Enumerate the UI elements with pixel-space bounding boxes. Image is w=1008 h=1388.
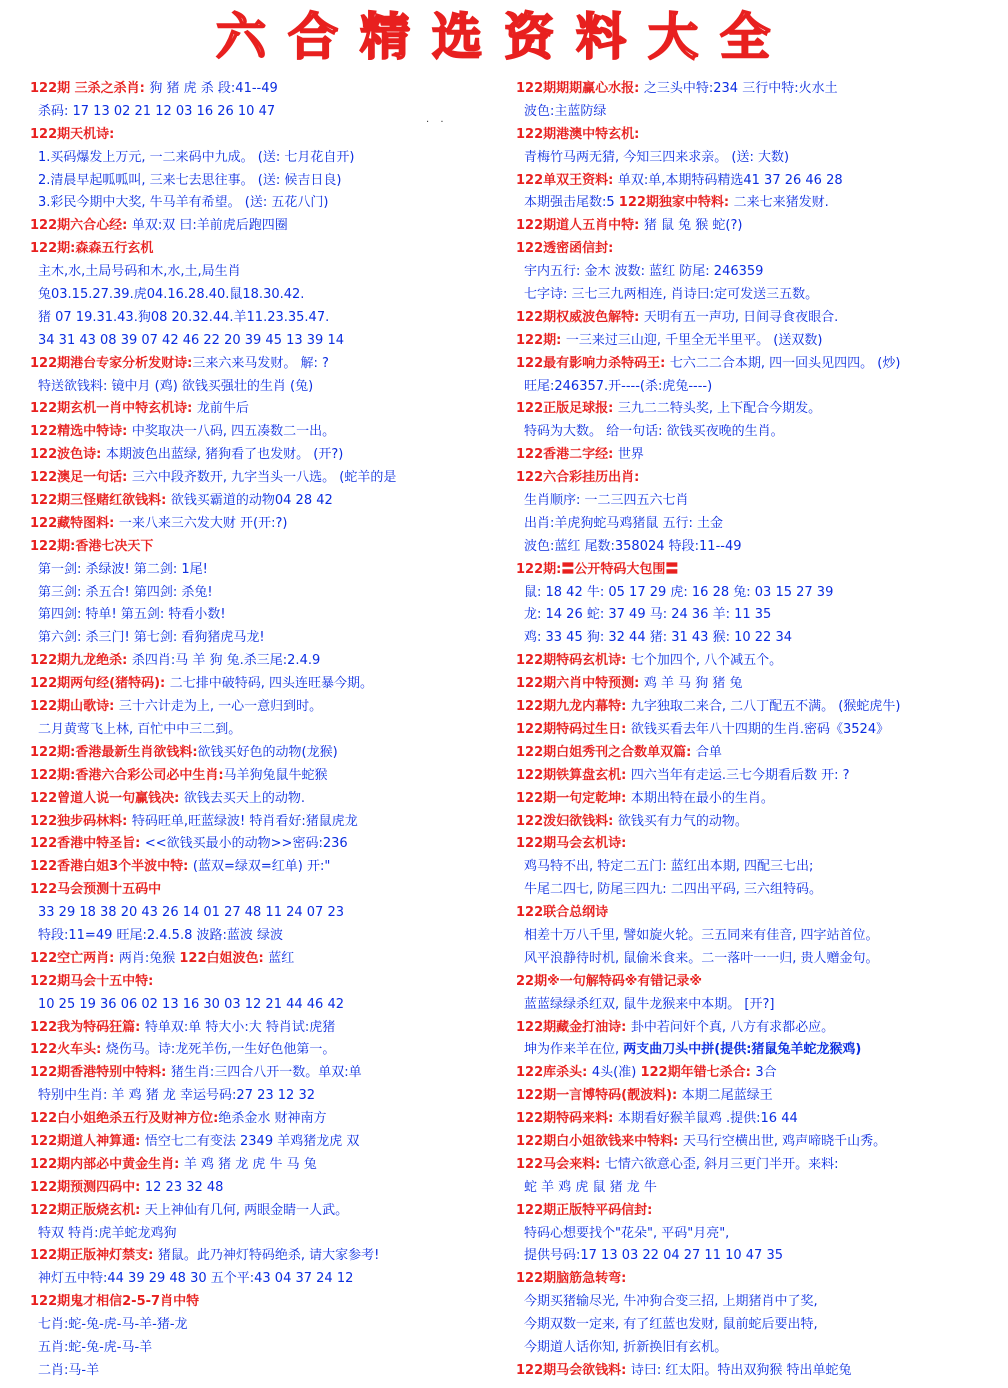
right-line	[516, 467, 1002, 490]
line-heading: 122期正版特平码信封:	[516, 1202, 653, 1218]
line-text: 3.彩民今期中大奖, 牛马羊有希望。 (送: 五花八门)	[38, 195, 329, 211]
line-text: 第三剑: 杀五合! 第四剑: 杀兔!	[38, 584, 213, 600]
line-text: 七情六欲意心歪, 斜月三更门半开。来料:	[604, 1156, 839, 1172]
line-heading-2: 122期年错七杀合:	[640, 1065, 756, 1081]
right-line	[516, 948, 1002, 971]
line-text: 10 25 19 36 06 02 13 16 30 03 12 21 44 46 42	[38, 996, 344, 1012]
line-heading: 122独步码林料:	[30, 813, 132, 829]
line-text-2: 蓝红	[268, 950, 295, 966]
line-heading: 122期六合心经:	[30, 218, 132, 234]
line-text: 主木,水,土局号码和木,水,土,局生肖	[38, 264, 241, 280]
line-text: 相差十万八千里, 譬如旋火轮。三五同来有佳音, 四字站首位。	[524, 927, 879, 943]
line-heading: 122期山歌诗:	[30, 699, 119, 715]
left-line	[30, 421, 516, 444]
left-line	[30, 1291, 516, 1314]
line-heading: 122期马会欲钱料:	[516, 1362, 631, 1378]
right-line	[516, 925, 1002, 948]
left-line	[30, 1360, 516, 1383]
line-heading: 122期香港特别中特料:	[30, 1065, 171, 1081]
line-heading: 122期权威波色解特:	[516, 309, 644, 325]
left-line	[30, 1177, 516, 1200]
line-text: 猪生肖:三四合八开一数。单双:单	[170, 1065, 362, 1081]
line-text: 34 31 43 08 39 07 42 46 22 20 39 45 13 39 14	[38, 332, 344, 348]
line-text: 波色:主蓝防绿	[524, 103, 607, 119]
line-text: 马羊狗兔鼠牛蛇猴	[223, 767, 328, 783]
line-text: (蓝双=绿双=红单) 开:"	[192, 859, 331, 875]
line-heading: 122期道人五肖中特:	[516, 218, 644, 234]
line-text: 二七排中破特码, 四头连旺暴今期。	[169, 676, 374, 692]
line-text: 1.买码爆发上万元, 一二来码中九成。 (送: 七月花自开)	[38, 149, 355, 165]
line-text: 4头(准)	[591, 1065, 641, 1081]
line-text-2: 二来七来猪发财.	[733, 195, 829, 211]
line-text: 出肖:羊虎狗蛇马鸡猪鼠 五行: 土金	[524, 515, 724, 531]
right-line	[516, 215, 1002, 238]
line-text: 鸡: 33 45 狗: 32 44 猪: 31 43 猴: 10 22 34	[524, 630, 792, 646]
line-text: 绝杀金水 财神南方	[218, 1111, 327, 1127]
left-line	[30, 444, 516, 467]
line-text: 三十六计走为上, 一心一意归到时。	[118, 699, 323, 715]
line-text: 欲钱买霸道的动物04 28 42	[170, 493, 333, 509]
line-heading: 122期白小姐欲钱来中特料:	[516, 1133, 683, 1149]
left-line	[30, 1062, 516, 1085]
line-text: 旺尾:246357.开----(杀:虎兔----)	[524, 378, 713, 394]
left-line	[30, 376, 516, 399]
line-text: 猪 鼠 兔 猴 蛇(?)	[643, 218, 743, 234]
left-line	[30, 1337, 516, 1360]
decorative-dots: . .	[426, 114, 448, 125]
line-heading: 122单双王资料:	[516, 172, 618, 188]
line-text: 七个加四个, 八个减五个。	[630, 653, 783, 669]
line-heading: 122期正版烧玄机:	[30, 1202, 145, 1218]
right-line	[516, 124, 1002, 147]
line-text: 天上神仙有几何, 两眼金睛一人武。	[144, 1202, 349, 1218]
line-heading: 122期港澳中特玄机:	[516, 126, 640, 142]
line-heading: 122透密函信封:	[516, 241, 614, 257]
right-line	[516, 833, 1002, 856]
line-text: 单双:单,本期特码精选41 37 26 46 28	[617, 172, 843, 188]
line-text: 天明有五一声功, 日间寻食夜眼合.	[643, 309, 839, 325]
line-heading: 122期马会玄机诗:	[516, 836, 627, 852]
line-heading: 122泼妇欲钱料:	[516, 813, 618, 829]
line-heading: 122波色诗:	[30, 447, 106, 463]
line-text: 今期双数一定来, 有了红蓝也发财, 鼠前蛇后要出特,	[524, 1317, 818, 1333]
left-line	[30, 788, 516, 811]
line-text: 诗曰: 红太阳。特出双狗猴 特出单蛇兔	[630, 1362, 852, 1378]
right-line	[516, 330, 1002, 353]
line-heading: 122期:香港六合彩公司必中生肖:	[30, 767, 224, 783]
line-heading: 122香港白姐3个半波中特:	[30, 859, 193, 875]
line-text: 欲钱买看去年八十四期的生肖.密码《3524》	[630, 721, 890, 737]
right-line	[516, 1017, 1002, 1040]
line-text: 兔03.15.27.39.虎04.16.28.40.鼠18.30.42.	[38, 287, 305, 303]
line-heading: 122精选中特诗:	[30, 424, 132, 440]
left-line	[30, 490, 516, 513]
line-heading: 122期六肖中特预测:	[516, 676, 644, 692]
right-line	[516, 696, 1002, 719]
line-text: 二肖:马-羊	[38, 1362, 100, 1378]
left-line	[30, 1131, 516, 1154]
right-line	[516, 742, 1002, 765]
right-line	[516, 1314, 1002, 1337]
right-line	[516, 353, 1002, 376]
line-text: 欲钱去买天上的动物.	[183, 790, 306, 806]
left-line	[30, 1245, 516, 1268]
line-text: 鸡 羊 马 狗 猪 兔	[643, 676, 743, 692]
line-heading: 22期※一句解特码※有错记录※	[516, 973, 703, 989]
line-heading: 122期特码过生日:	[516, 721, 631, 737]
right-line	[516, 78, 1002, 101]
right-line	[516, 971, 1002, 994]
left-line	[30, 1108, 516, 1131]
line-heading: 122期:	[516, 332, 566, 348]
right-line	[516, 994, 1002, 1017]
right-line	[516, 101, 1002, 124]
line-text: 神灯五中特:44 39 29 48 30 五个平:43 04 37 24 12	[38, 1271, 354, 1287]
line-heading: 122马会来料:	[516, 1156, 605, 1172]
right-line	[516, 1360, 1002, 1383]
left-line	[30, 124, 516, 147]
right-line	[516, 627, 1002, 650]
line-text: 两肖:兔猴	[118, 950, 180, 966]
left-line	[30, 330, 516, 353]
left-line	[30, 1085, 516, 1108]
line-text: 12 23 32 48	[144, 1179, 224, 1195]
left-line	[30, 948, 516, 971]
right-line	[516, 788, 1002, 811]
line-heading: 122期预测四码中:	[30, 1179, 145, 1195]
page-title: 六合精选资料大全	[216, 8, 792, 66]
right-line	[516, 1245, 1002, 1268]
right-line	[516, 673, 1002, 696]
left-line	[30, 215, 516, 238]
line-heading: 122香港二字经:	[516, 447, 618, 463]
line-heading: 122火车头:	[30, 1042, 106, 1058]
line-text: 九字独取二来合, 二八丁配五不满。 (猴蛇虎牛)	[630, 699, 901, 715]
left-line	[30, 78, 516, 101]
line-text: 蛇 羊 鸡 虎 鼠 猪 龙 牛	[524, 1179, 657, 1195]
line-heading-2: 122期独家中特料:	[618, 195, 734, 211]
line-heading-2: 122白姐波色:	[179, 950, 269, 966]
line-text: 合单	[695, 744, 722, 760]
left-line	[30, 467, 516, 490]
right-line	[516, 490, 1002, 513]
line-text: 本期出特在最小的生肖。	[630, 790, 774, 806]
right-line	[516, 147, 1002, 170]
line-text: 本期看好猴羊鼠鸡 .提供:16 44	[617, 1111, 798, 1127]
left-line	[30, 192, 516, 215]
line-text: 牛尾二四七, 防尾三四九: 二四出平码, 三六组特码。	[524, 882, 823, 898]
line-heading: 122期白姐秀刊之合数单双篇:	[516, 744, 696, 760]
line-heading: 122期:森森五行玄机	[30, 241, 154, 257]
right-line	[516, 1268, 1002, 1291]
line-text: 一来八来三六发大财 开(开:?)	[118, 515, 288, 531]
line-heading: 122期港台专家分析发财诗:	[30, 355, 193, 371]
line-text: 悟空七二有变法 2349 羊鸡猪龙虎 双	[144, 1133, 360, 1149]
line-heading: 122六合彩挂历出肖:	[516, 470, 640, 486]
left-line	[30, 833, 516, 856]
left-line	[30, 994, 516, 1017]
left-line	[30, 261, 516, 284]
line-text: 欲钱买有力气的动物。	[617, 813, 748, 829]
right-line	[516, 879, 1002, 902]
line-text: 猪鼠。此乃神灯特码绝杀, 请大家参考!	[157, 1248, 380, 1264]
right-line	[516, 444, 1002, 467]
line-heading: 122期三怪赌红欲钱料:	[30, 493, 171, 509]
line-heading: 122期:香港七决天下	[30, 538, 154, 554]
right-line	[516, 582, 1002, 605]
line-heading: 122期内部必中黄金生肖:	[30, 1156, 184, 1172]
left-line	[30, 101, 516, 124]
left-line	[30, 1154, 516, 1177]
right-line	[516, 261, 1002, 284]
right-line	[516, 1039, 1002, 1062]
line-text: 蓝蓝绿绿杀红双, 鼠牛龙猴来中本期。 [开?]	[524, 996, 775, 1012]
line-heading: 122期九龙内幕特:	[516, 699, 631, 715]
line-text: 鼠: 18 42 牛: 05 17 29 虎: 16 28 兔: 03 15 27 39	[524, 584, 834, 600]
line-text: 鸡马特不出, 特定二五门: 蓝红出本期, 四配三七出;	[524, 859, 814, 875]
left-line	[30, 811, 516, 834]
left-line	[30, 238, 516, 261]
line-text: 狗 猪 虎 杀 段:41--49	[149, 81, 278, 96]
line-text: 青梅竹马两无猜, 今知三四来求亲。 (送: 大数)	[524, 149, 790, 165]
line-text: 宇内五行: 金木 波数: 蓝红 防尾: 246359	[524, 264, 764, 280]
left-line	[30, 1200, 516, 1223]
right-line	[516, 1200, 1002, 1223]
right-line	[516, 192, 1002, 215]
line-text: 龙前牛后	[196, 401, 249, 417]
line-text: 三来六来马发财。 解: ?	[192, 355, 329, 371]
line-text: 风平浪静待时机, 鼠偷米食来。二一落叶一一归, 贵人赠金句。	[524, 950, 879, 966]
line-heading: 122期一句定乾坤:	[516, 790, 631, 806]
left-line	[30, 398, 516, 421]
line-heading: 122期正版神灯禁支:	[30, 1248, 158, 1264]
left-line	[30, 719, 516, 742]
left-line	[30, 1268, 516, 1291]
right-line	[516, 376, 1002, 399]
line-heading: 122期藏金打油诗:	[516, 1019, 631, 1035]
left-line	[30, 536, 516, 559]
right-line	[516, 1337, 1002, 1360]
left-line	[30, 650, 516, 673]
right-line	[516, 238, 1002, 261]
line-text: 特码心想要找个"花朵", 平码"月亮",	[524, 1225, 730, 1241]
line-heading: 122空亡两肖:	[30, 950, 119, 966]
left-line	[30, 696, 516, 719]
line-text: 生肖顺序: 一二三四五六七肖	[524, 493, 689, 509]
line-heading: 122期玄机一肖中特玄机诗:	[30, 401, 197, 417]
left-line	[30, 673, 516, 696]
right-line	[516, 398, 1002, 421]
line-text: 欲钱买好色的动物(龙猴)	[197, 744, 338, 760]
left-line	[30, 879, 516, 902]
left-line	[30, 856, 516, 879]
left-line	[30, 925, 516, 948]
line-heading: 122期期期赢心水报:	[516, 81, 644, 96]
line-heading: 122期:香港最新生肖欲钱料:	[30, 744, 198, 760]
right-line	[516, 811, 1002, 834]
line-text: 七六二二合本期, 四一回头见四四。 (炒)	[669, 355, 901, 371]
right-line	[516, 1062, 1002, 1085]
left-line	[30, 170, 516, 193]
left-line	[30, 1039, 516, 1062]
line-heading: 122曾道人说一句赢钱决:	[30, 790, 184, 806]
line-text: 第四剑: 特单! 第五剑: 特看小数!	[38, 607, 226, 623]
line-text: 世界	[617, 447, 644, 463]
line-text: 波色:蓝红 尾数:358024 特段:11--49	[524, 538, 742, 554]
left-line	[30, 1314, 516, 1337]
line-text: 33 29 18 38 20 43 26 14 01 27 48 11 24 07 23	[38, 905, 344, 921]
line-text: 单双:双 曰:羊前虎后跑四圈	[131, 218, 288, 234]
right-line	[516, 1154, 1002, 1177]
line-heading: 122期铁算盘玄机:	[516, 767, 631, 783]
line-text: 中奖取决一八码, 四五凑数二一出。	[131, 424, 336, 440]
right-line	[516, 559, 1002, 582]
line-text: 天马行空横出世, 鸡声啼晓千山秀。	[682, 1133, 887, 1149]
line-heading: 122联合总纲诗	[516, 905, 609, 921]
line-text: 第六剑: 杀三门! 第七剑: 看狗猪虎马龙!	[38, 630, 265, 646]
line-text: 卦中若问奸个真, 八方有求都必应。	[630, 1019, 835, 1035]
left-line	[30, 559, 516, 582]
line-heading: 122藏特图料:	[30, 515, 119, 531]
right-line	[516, 719, 1002, 742]
line-text-2: 3合	[755, 1065, 777, 1081]
line-heading: 122期特码玄机诗:	[516, 653, 631, 669]
right-line	[516, 1223, 1002, 1246]
line-heading: 122期九龙绝杀:	[30, 653, 132, 669]
right-line	[516, 902, 1002, 925]
left-line	[30, 1223, 516, 1246]
left-line	[30, 284, 516, 307]
line-text: 特送欲钱料: 镜中月 (鸡) 欲钱买强壮的生肖 (兔)	[38, 378, 314, 394]
left-line	[30, 1017, 516, 1040]
right-line	[516, 1108, 1002, 1131]
left-column	[30, 78, 516, 1383]
line-text: 特码旺单,旺蓝绿波! 特肖看好:猪鼠虎龙	[131, 813, 358, 829]
line-text: 特别中生肖: 羊 鸡 猪 龙 幸运号码:27 23 12 32	[38, 1088, 315, 1104]
line-text: 第一剑: 杀绿波! 第二剑: 1尾!	[38, 561, 208, 577]
left-line	[30, 742, 516, 765]
line-text: 杀四肖:马 羊 狗 兔.杀三尾:2.4.9	[131, 653, 321, 669]
left-line	[30, 307, 516, 330]
line-text: 猪 07 19.31.43.狗08 20.32.44.羊11.23.35.47.	[38, 309, 330, 325]
right-line	[516, 604, 1002, 627]
right-line	[516, 1085, 1002, 1108]
line-heading: 122正版足球报:	[516, 401, 618, 417]
line-text: 特双 特肖:虎羊蛇龙鸡狗	[38, 1225, 177, 1241]
left-line	[30, 604, 516, 627]
line-text: 今期买猪输尽光, 牛冲狗合变三招, 上期猪肖中了奖,	[524, 1294, 818, 1310]
line-heading: 122期脑筋急转弯:	[516, 1271, 627, 1287]
line-heading: 122马会预测十五码中	[30, 882, 162, 898]
line-text: 七肖:蛇-兔-虎-马-羊-猪-龙	[38, 1317, 188, 1333]
line-text: 七字诗: 三七三九两相连, 肖诗曰:定可发送三五数。	[524, 287, 819, 303]
line-text-bold: 两支曲刀头中拼(提供:猪鼠兔羊蛇龙猴鸡)	[623, 1042, 862, 1058]
line-heading: 122期一言博特码(靓波料):	[516, 1088, 682, 1104]
left-line	[30, 582, 516, 605]
right-line	[516, 856, 1002, 879]
right-line	[516, 1177, 1002, 1200]
line-heading: 122期鬼才相信2-5-7肖中特	[30, 1294, 200, 1310]
left-line	[30, 353, 516, 376]
line-text: 本期强击尾数:5	[524, 195, 619, 211]
line-text: 之三头中特:234 三行中特:火水土	[643, 81, 838, 96]
line-heading: 122我为特码狂篇:	[30, 1019, 145, 1035]
line-text: 烧伤马。诗:龙死羊伤,一生好色他第一。	[105, 1042, 336, 1058]
right-line	[516, 765, 1002, 788]
right-line	[516, 421, 1002, 444]
left-line	[30, 765, 516, 788]
line-heading: 122期道人神算通:	[30, 1133, 145, 1149]
line-text: 坤为作来羊在位,	[524, 1042, 624, 1058]
line-heading: 122期特码来料:	[516, 1111, 618, 1127]
line-heading: 122最有影响力杀特码王:	[516, 355, 670, 371]
line-text: 三六中段齐数开, 九字当头一八选。 (蛇羊的是	[131, 470, 397, 486]
line-text: 今期道人话你知, 折新换旧有玄机。	[524, 1339, 728, 1355]
line-text: <<欲钱买最小的动物>>密码:236	[144, 836, 348, 852]
line-text: 杀码: 17 13 02 21 12 03 16 26 10 47	[38, 103, 276, 119]
line-text: 四六当年有走运.三七今期看后数 开: ?	[630, 767, 850, 783]
left-line	[30, 513, 516, 536]
line-text: 特单双:单 特大小:大 特肖试:虎猪	[144, 1019, 336, 1035]
line-heading: 122期:〓公开特码大包围〓	[516, 561, 679, 577]
line-heading: 122期 三杀之杀肖:	[30, 81, 150, 96]
line-text: 特段:11=49 旺尾:2.4.5.8 波路:蓝波 绿波	[38, 927, 283, 943]
line-text: 2.清晨早起呱呱叫, 三来七去思往事。 (送: 候吉日良)	[38, 172, 342, 188]
line-text: 五肖:蛇-兔-虎-马-羊	[38, 1339, 153, 1355]
right-line	[516, 536, 1002, 559]
right-column	[516, 78, 1002, 1383]
line-text: 羊 鸡 猪 龙 虎 牛 马 兔	[183, 1156, 317, 1172]
line-text: 三九二二特头奖, 上下配合今期发。	[617, 401, 822, 417]
right-line	[516, 1131, 1002, 1154]
line-text: 提供号码:17 13 03 22 04 27 11 10 47 35	[524, 1248, 783, 1264]
line-heading: 122期天机诗:	[30, 126, 115, 142]
line-heading: 122澳足一句话:	[30, 470, 132, 486]
line-text: 二月黄莺飞上林, 百忙中中三二到。	[38, 721, 242, 737]
line-heading: 122期马会十五中特:	[30, 973, 154, 989]
line-heading: 122期两句经(猪特码):	[30, 676, 170, 692]
line-text: 特码为大数。 给一句话: 欲钱买夜晚的生肖。	[524, 424, 784, 440]
right-line	[516, 650, 1002, 673]
right-line	[516, 513, 1002, 536]
line-text: 本期波色出蓝绿, 猪狗看了也发财。 (开?)	[105, 447, 344, 463]
right-line	[516, 307, 1002, 330]
left-line	[30, 971, 516, 994]
right-line	[516, 170, 1002, 193]
line-text: 本期二尾蓝绿王	[681, 1088, 773, 1104]
line-heading: 122香港中特圣旨:	[30, 836, 145, 852]
right-line	[516, 1291, 1002, 1314]
line-text: 一三来过三山迎, 千里全无半里平。 (送双数)	[565, 332, 823, 348]
line-heading: 122白小姐绝杀五行及财神方位:	[30, 1111, 219, 1127]
right-line	[516, 284, 1002, 307]
left-line	[30, 902, 516, 925]
line-heading: 122库杀头:	[516, 1065, 592, 1081]
line-text: 龙: 14 26 蛇: 37 49 马: 24 36 羊: 11 35	[524, 607, 772, 623]
left-line	[30, 147, 516, 170]
left-line	[30, 627, 516, 650]
